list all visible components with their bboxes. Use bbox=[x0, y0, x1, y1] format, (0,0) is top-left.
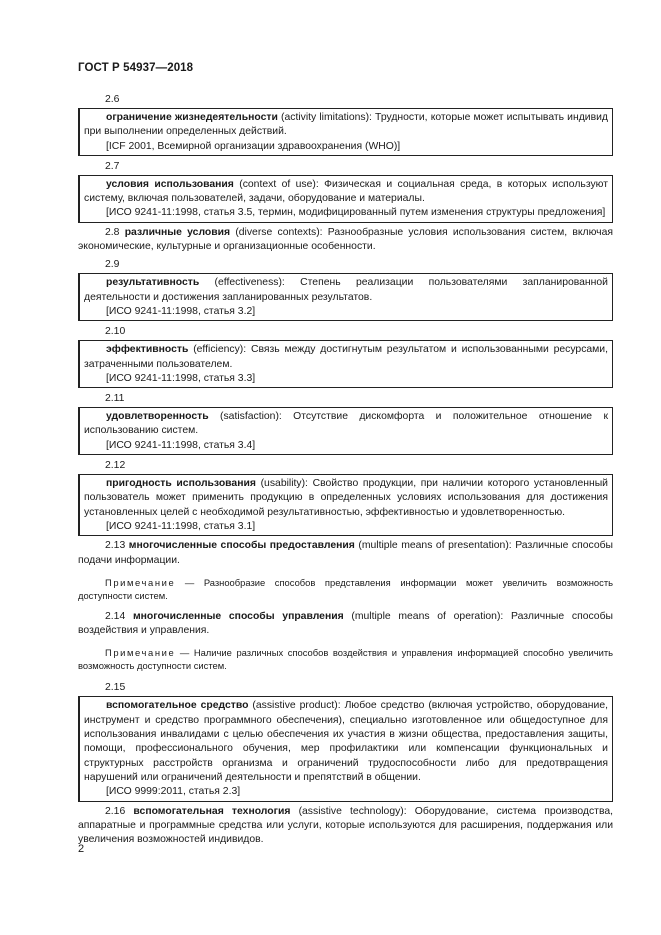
term-definition bbox=[84, 343, 608, 372]
term: различные условия bbox=[124, 226, 231, 238]
term-paragraph bbox=[78, 805, 613, 848]
entry-number: 2.16 bbox=[105, 805, 126, 817]
note bbox=[78, 576, 613, 602]
entry-number: 2.11 bbox=[105, 393, 125, 405]
definition: (satisfaction): Отсутствие дискомфорта и положительное отношение к использованию систем. bbox=[84, 411, 608, 437]
definition: (usability): Свойство продукции, при наличии которого установленный пользователь может применить продукцию в определенных условиях использования для достижения установленных целей с необходимой результативностью, эффективностью и удовлетворенностью. bbox=[84, 478, 608, 518]
entry-number: 2.7 bbox=[105, 160, 120, 172]
entry-number: 2.9 bbox=[105, 259, 120, 271]
definition: (assistive technology): Оборудование, система производства, аппаратные и программные средства или услуги, которые используются для расширения, поддержания или увеличения возможностей индивидов. bbox=[78, 805, 614, 846]
entry-number: 2.14 bbox=[105, 610, 126, 622]
definition: (multiple means of presentation): Различные способы подачи информации. bbox=[78, 540, 614, 566]
term: условия использования bbox=[106, 178, 234, 190]
term-box bbox=[78, 175, 613, 223]
definition: (context of use): Физическая и социальная среда, в которых используют систему, включая пользователей, задачи, оборудование и материалы. bbox=[84, 178, 608, 205]
document-content bbox=[78, 92, 613, 850]
term: многочисленные способы предоставления bbox=[128, 540, 355, 552]
page-number: 2 bbox=[78, 843, 85, 855]
term-definition bbox=[84, 111, 608, 140]
definition: (assistive product): Любое средство (включая устройство, оборудование, инструмент и средство программного обеспечения), специально изготовленное или общедоступное для использования инвалидами с целью обеспечения их участия в жизни общества, предоставления защиты, помощи, профессионального обучения, мер профилактики или компенсации функциональных и структурных расстройств организма и ограничений трудоспособности либо для предотвращения нарушений или ограничений деятельности и препятствий в общении. bbox=[84, 700, 608, 783]
term-source: [ИСО 9999:2011, статья 2.3] bbox=[106, 786, 241, 798]
note bbox=[78, 646, 613, 672]
term-paragraph bbox=[78, 539, 613, 568]
term: многочисленные способы управления bbox=[132, 610, 344, 622]
term-definition bbox=[84, 178, 608, 207]
entry-number: 2.13 bbox=[105, 540, 126, 552]
term-box bbox=[78, 407, 613, 455]
term: эффективность bbox=[106, 344, 189, 356]
document-header: ГОСТ Р 54937—2018 bbox=[78, 62, 194, 74]
term-definition bbox=[84, 699, 608, 785]
note-label: Примечание bbox=[105, 647, 176, 659]
note-text: — Разнообразие способов представления информации может увеличить возможность доступности систем. bbox=[78, 576, 613, 601]
definition: (efficiency): Связь между достигнутым результатом и использованными ресурсами, затраченными пользователем. bbox=[84, 344, 608, 370]
term-source: [ICF 2001, Всемирной организации здравоохранения (WHO)] bbox=[106, 140, 401, 152]
term-paragraph bbox=[78, 226, 613, 255]
entry-number: 2.8 bbox=[105, 226, 120, 238]
term-box bbox=[78, 273, 613, 321]
definition: (effectiveness): Степень реализации пользователями запланированной деятельности и достижения запланированных результатов. bbox=[84, 277, 608, 303]
term-source: [ИСО 9241-11:1998, статья 3.5, термин, модифицированный путем изменения структуры предложения] bbox=[106, 207, 606, 219]
definition: (multiple means of operation): Различные способы воздействия и управления. bbox=[78, 610, 613, 637]
term-source: [ИСО 9241-11:1998, статья 3.4] bbox=[106, 439, 256, 451]
note-label: Примечание bbox=[105, 576, 176, 588]
term-definition bbox=[84, 276, 608, 305]
term-box bbox=[78, 474, 613, 536]
term: удовлетворенность bbox=[106, 411, 209, 423]
entry-number: 2.15 bbox=[105, 682, 126, 694]
term-source: [ИСО 9241-11:1998, статья 3.2] bbox=[106, 305, 256, 317]
term: ограничение жизнедеятельности bbox=[106, 112, 278, 123]
term-paragraph bbox=[78, 610, 613, 639]
term-definition bbox=[84, 477, 608, 520]
entry-number: 2.6 bbox=[105, 94, 120, 105]
term-definition bbox=[84, 410, 608, 439]
term-source: [ИСО 9241-11:1998, статья 3.3] bbox=[106, 372, 256, 384]
entry-number: 2.10 bbox=[105, 326, 126, 338]
term-source: [ИСО 9241-11:1998, статья 3.1] bbox=[106, 520, 256, 532]
definition: (diverse contexts): Разнообразные условия использования систем, включая экономические, культурные и организационные особенности. bbox=[78, 226, 613, 253]
term: вспомогательная технология bbox=[133, 805, 291, 817]
term-box bbox=[78, 108, 613, 156]
entry-number: 2.12 bbox=[105, 460, 126, 472]
term-box bbox=[78, 696, 613, 801]
term: вспомогательное средство bbox=[106, 700, 249, 712]
term: результативность bbox=[106, 277, 200, 289]
term: пригодность использования bbox=[106, 478, 256, 490]
note-text: — Наличие различных способов воздействия и управления информацией способно увеличить возможность доступности систем. bbox=[78, 647, 613, 672]
definition: (activity limitations): Трудности, которые может испытывать индивид при выполнении определенных действий. bbox=[84, 112, 608, 138]
term-box bbox=[78, 340, 613, 388]
